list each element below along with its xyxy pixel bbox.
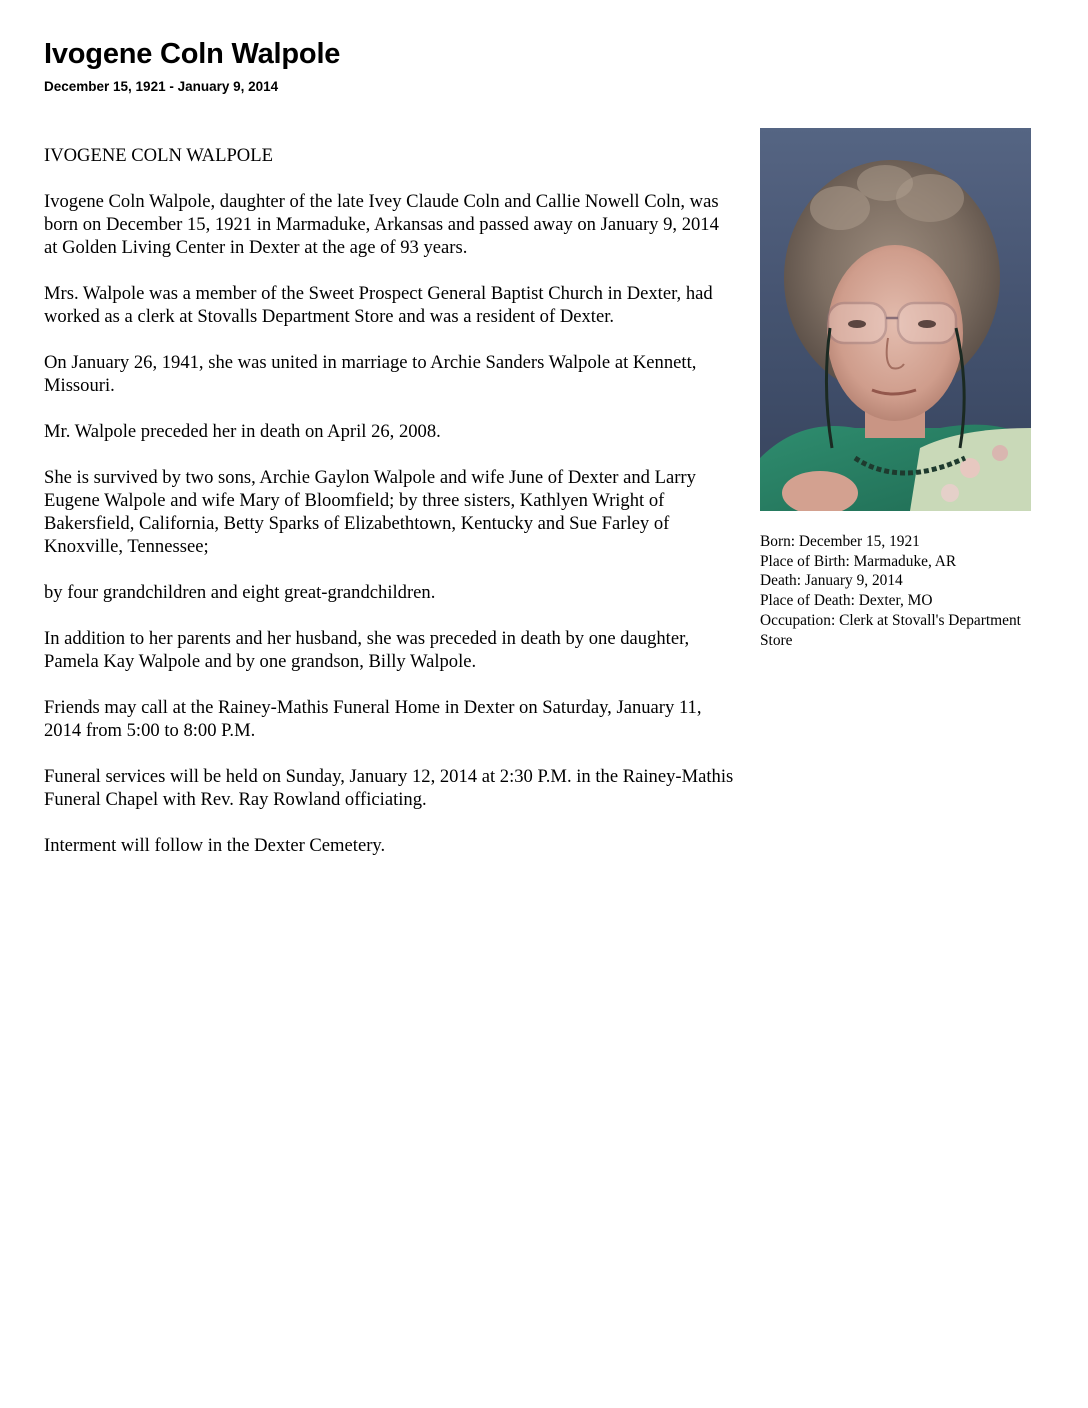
obituary-paragraph: Mr. Walpole preceded her in death on April 26, 2008.: [44, 421, 441, 442]
portrait-image: [760, 128, 1031, 511]
page-title: Ivogene Coln Walpole: [44, 38, 341, 70]
fact-occupation: Occupation: Clerk at Stovall's Department Store: [760, 611, 1021, 649]
life-dates: December 15, 1921 - January 9, 2014: [44, 79, 279, 94]
obituary-paragraph: Ivogene Coln Walpole, daughter of the late Ivey Claude Coln and Callie Nowell Coln, was born on December 15, 1921 in Marmaduke, Arkansas and passed away on January 9, 2014 at Golden Living Center in Dexter at the age of 93 years.: [44, 191, 719, 258]
fact-place-of-birth: Place of Birth: Marmaduke, AR: [760, 552, 957, 570]
obituary-heading: IVOGENE COLN WALPOLE: [44, 145, 273, 166]
fact-born: Born: December 15, 1921: [760, 533, 920, 550]
portrait-photo: [760, 128, 1031, 511]
obituary-paragraph: by four grandchildren and eight great-grandchildren.: [44, 582, 436, 603]
fact-death: Death: January 9, 2014: [760, 572, 903, 590]
obituary-paragraph: Friends may call at the Rainey-Mathis Funeral Home in Dexter on Saturday, January 11, 2014 from 5:00 to 8:00 P.M.: [44, 697, 702, 741]
obituary-paragraph: She is survived by two sons, Archie Gaylon Walpole and wife June of Dexter and Larry Eugene Walpole and wife Mary of Bloomfield; by three sisters, Kathlyen Wright of Bakersfield, California, Betty Sparks of Elizabethtown, Kentucky and Sue Farley of Knoxville, Tennessee;: [44, 467, 696, 557]
obituary-paragraph: Mrs. Walpole was a member of the Sweet Prospect General Baptist Church in Dexter, had worked as a clerk at Stovalls Department Store and was a resident of Dexter.: [44, 283, 713, 327]
obituary-text: [44, 144, 734, 880]
vital-facts: [760, 532, 1040, 650]
obituary-paragraph: Funeral services will be held on Sunday, January 12, 2014 at 2:30 P.M. in the Rainey-Mathis Funeral Chapel with Rev. Ray Rowland officiating.: [44, 766, 734, 810]
obituary-paragraph: On January 26, 1941, she was united in marriage to Archie Sanders Walpole at Kennett, Missouri.: [44, 352, 697, 396]
obituary-paragraph: In addition to her parents and her husband, she was preceded in death by one daughter, Pamela Kay Walpole and by one grandson, Billy Walpole.: [44, 628, 690, 672]
obituary-paragraph: Interment will follow in the Dexter Cemetery.: [44, 835, 386, 856]
fact-place-of-death: Place of Death: Dexter, MO: [760, 592, 933, 610]
